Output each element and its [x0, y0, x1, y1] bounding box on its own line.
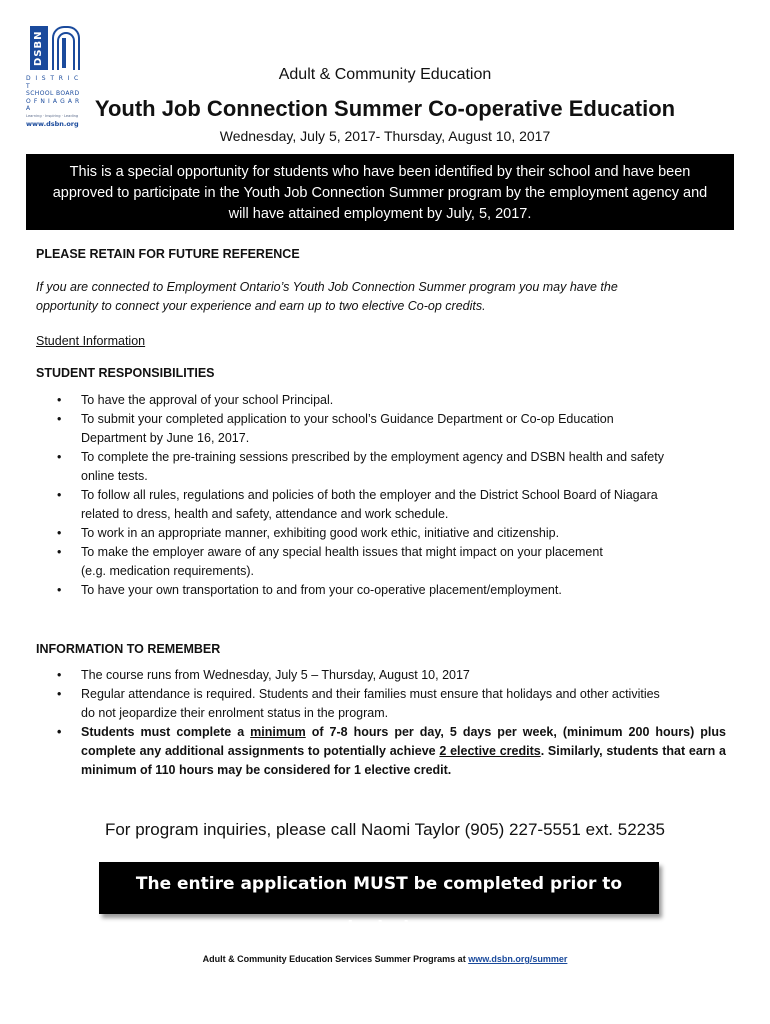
list-item: • To complete the pre-training sessions prescribed by the employment agency and DSBN health and safety online tests.	[57, 450, 664, 483]
department-name: Adult & Community Education	[278, 66, 492, 83]
footer	[0, 954, 770, 964]
connect-paragraph: If you are connected to Employment Ontario’s Youth Job Connection Summer program you may have the opportunity to connect your experience and earn up to two elective Co-op credits.	[36, 280, 618, 313]
logo-text: D I S T R I C T SCHOOL BOARD O F N I A G A R A Learning · Inspiring · Leading www.dsbn.org	[26, 75, 86, 129]
list-item: • To have the approval of your school Principal.	[57, 393, 334, 407]
responsibilities-heading: STUDENT RESPONSIBILITIES	[36, 366, 215, 380]
list-item: • To submit your completed application to your school’s Guidance Department or Co-op Education Department by June 16, 2017.	[57, 412, 614, 445]
retain-notice: PLEASE RETAIN FOR FUTURE REFERENCE	[36, 247, 300, 261]
remember-list	[36, 666, 726, 780]
dsbn-logo-mark	[26, 22, 82, 72]
footer-link[interactable]: www.dsbn.org/summer	[468, 954, 568, 964]
list-item: • Regular attendance is required. Students and their families must ensure that holidays and other activities do not jeopardize their enrolment status in the program.	[57, 687, 660, 720]
intro-box: This is a special opportunity for students who have been identified by their school and have been approved to participate in the Youth Job Connection Summer program by the employment agency and will have attained employment by July, 5, 2017.	[26, 154, 734, 230]
program-dates: Wednesday, July 5, 2017- Thursday, August 10, 2017	[219, 128, 551, 144]
list-item: • To make the employer aware of any special health issues that might impact on your placement (e.g. medication requirements).	[57, 545, 603, 578]
remember-heading: INFORMATION TO REMEMBER	[36, 642, 221, 656]
logo-tagline: Learning · Inspiring · Leading	[26, 113, 79, 118]
list-item: • To follow all rules, regulations and policies of both the employer and the District School Board of Niagara related to dress, health and safety, attendance and work schedule.	[57, 488, 658, 521]
logo-mark-text: DSBN	[30, 26, 48, 70]
list-item: • Students must complete a minimum of 7-8 hours per day, 5 days per week, (minimum 200 hours) plus complete any additional assignments to potentially achieve 2 elective credits. Similarly, students that earn a minimum of 110 hours may be considered for 1 elective credit.	[57, 725, 726, 777]
footer-text: Adult & Community Education Services Summer Programs at	[202, 954, 469, 964]
list-item: • The course runs from Wednesday, July 5 – Thursday, August 10, 2017	[57, 668, 470, 682]
student-information-link[interactable]: Student Information	[36, 334, 146, 348]
list-item: • To work in an appropriate manner, exhibiting good work ethic, initiative and citizenship.	[57, 526, 560, 540]
must-complete-banner: The entire application MUST be completed prior to submission	[99, 862, 659, 914]
logo-url: www.dsbn.org	[26, 120, 79, 128]
page-title: Youth Job Connection Summer Co-operative Education	[94, 96, 676, 121]
responsibilities-list	[36, 391, 726, 600]
inquiries-text: For program inquiries, please call Naomi Taylor (905) 227-5551 ext. 52235	[104, 820, 666, 839]
list-item: • To have your own transportation to and from your co-operative placement/employment.	[57, 583, 562, 597]
